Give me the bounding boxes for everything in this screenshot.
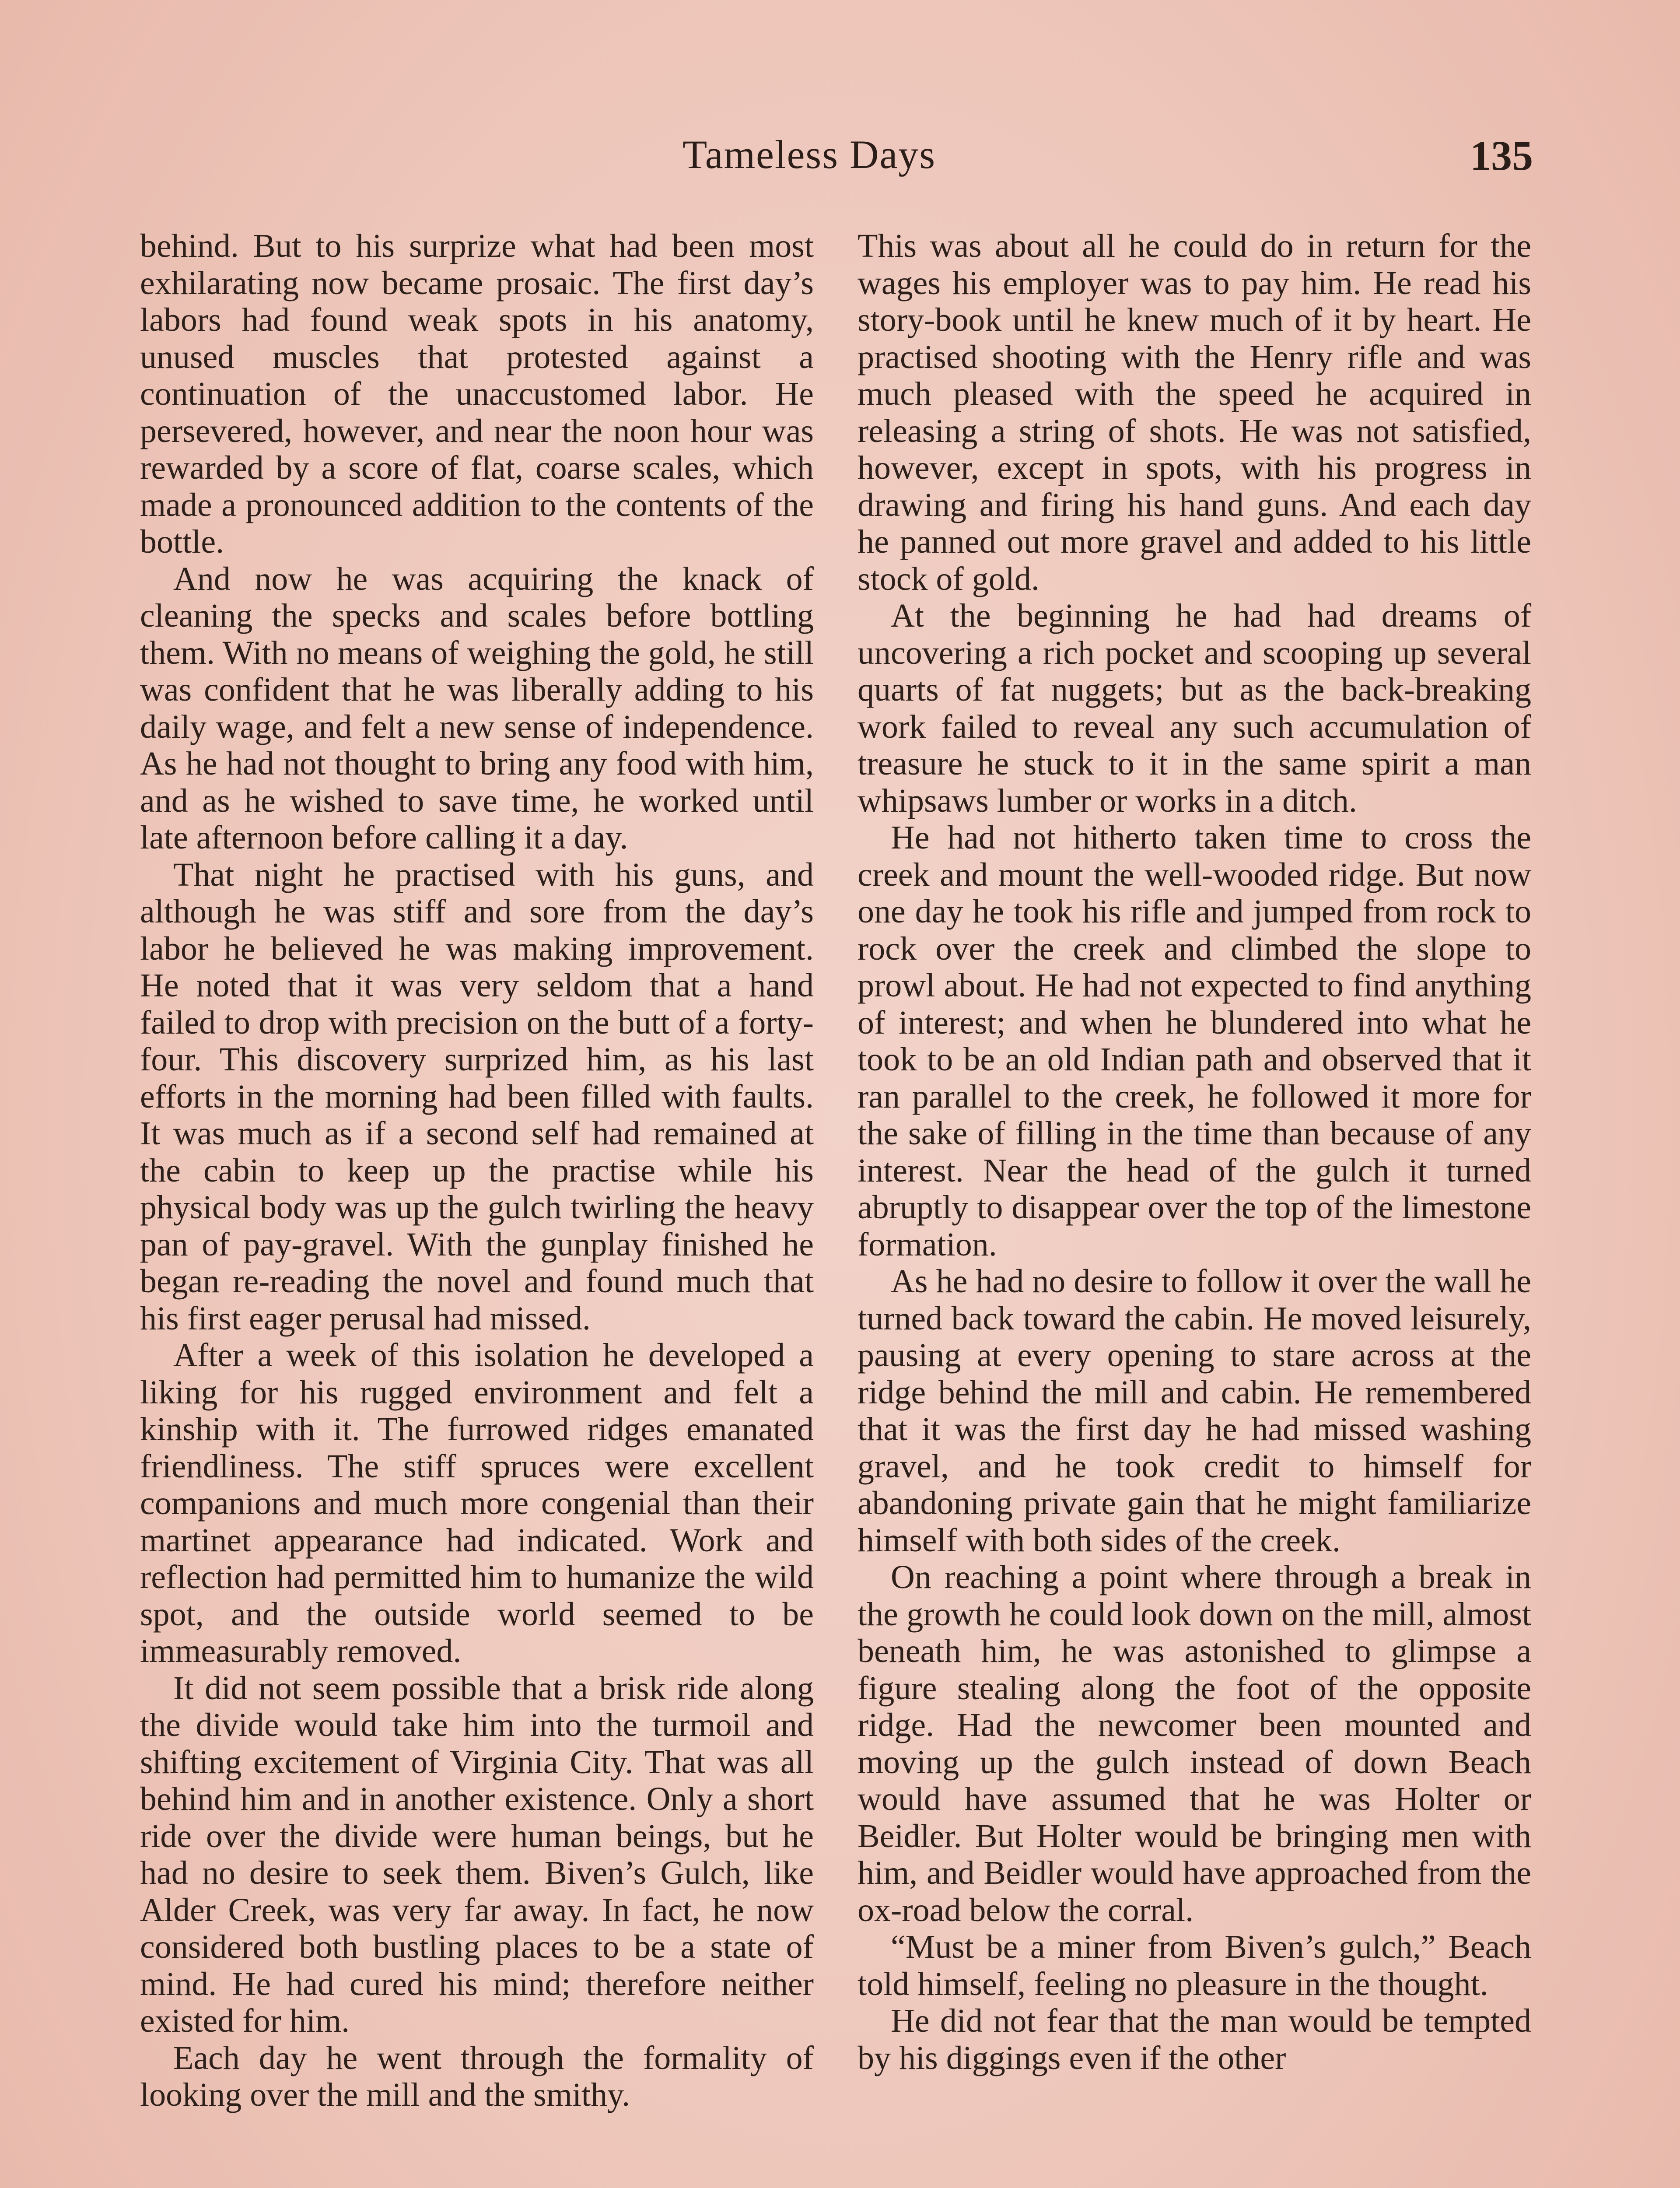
paragraph: He did not fear that the man would be tempted by his diggings even if the other	[858, 2002, 1531, 2076]
left-text-column	[140, 228, 814, 2114]
paragraph: At the beginning he had had dreams of uncovering a rich pocket and scooping up several quarts of fat nuggets; but as the back-breaking work failed to reveal any such accumulation of treasure he stuck to it in the same spirit a man whipsaws lumber or works in a ditch.	[858, 597, 1531, 819]
paragraph: After a week of this isolation he developed a liking for his rugged environment and felt a kinship with it. The furrowed ridges emanated friendliness. The stiff spruces were excellent companions and much more congenial than their martinet appearance had indicated. Work and reflection had permitted him to humanize the wild spot, and the outside world seemed to be immeasurably removed.	[140, 1337, 814, 1669]
paragraph: Each day he went through the formality of looking over the mill and the smithy.	[140, 2039, 814, 2113]
paragraph: He had not hitherto taken time to cross the creek and mount the well-wooded ridge. But now one day he took his rifle and jumped from rock to rock over the creek and climbed the slope to prowl about. He had not expected to find anything of interest; and when he blundered into what he took to be an old Indian path and observed that it ran parallel to the creek, he followed it more for the sake of filling in the time than because of any interest. Near the head of the gulch it turned abruptly to disappear over the top of the limestone formation.	[858, 819, 1531, 1263]
paragraph: behind. But to his surprize what had been most exhilarating now became prosaic. The first day’s labors had found weak spots in his anatomy, unused muscles that protested against a continuation of the unaccustomed labor. He persevered, however, and near the noon hour was rewarded by a score of flat, coarse scales, which made a pronounced addition to the contents of the bottle.	[140, 228, 814, 560]
paragraph: On reaching a point where through a break in the growth he could look down on the mill, almost beneath him, he was astonished to glimpse a figure stealing along the foot of the opposite ridge. Had the newcomer been mounted and moving up the gulch instead of down Beach would have assumed that he was Holter or Beidler. But Holter would be bringing men with him, and Beidler would have approached from the ox-road below the corral.	[858, 1559, 1531, 1929]
paragraph: This was about all he could do in return for the wages his employer was to pay him. He read his story-book until he knew much of it by heart. He practised shooting with the Henry rifle and was much pleased with the speed he acquired in releasing a string of shots. He was not satisfied, however, except in spots, with his progress in drawing and firing his hand guns. And each day he panned out more gravel and added to his little stock of gold.	[858, 228, 1531, 597]
running-title: Tameless Days	[682, 132, 936, 177]
paragraph: That night he practised with his guns, and although he was stiff and sore from the day’s labor he believed he was making improvement. He noted that it was very seldom that a hand failed to drop with precision on the butt of a forty-four. This discovery surprized him, as his last efforts in the morning had been filled with faults. It was much as if a second self had remained at the cabin to keep up the practise while his physical body was up the gulch twirling the heavy pan of pay-gravel. With the gunplay finished he began re-reading the novel and found much that his first eager perusal had missed.	[140, 856, 814, 1337]
paragraph: It did not seem possible that a brisk ride along the divide would take him into the turmoil and shifting excitement of Virginia City. That was all behind him and in another existence. Only a short ride over the divide were human beings, but he had no desire to seek them. Biven’s Gulch, like Alder Creek, was very far away. In fact, he now considered both bustling places to be a state of mind. He had cured his mind; therefore neither existed for him.	[140, 1669, 814, 2039]
page-number: 135	[1470, 132, 1533, 179]
paragraph: And now he was acquiring the knack of cleaning the specks and scales before bottling them. With no means of weighing the gold, he still was confident that he was liberally adding to his daily wage, and felt a new sense of independence. As he had not thought to bring any food with him, and as he wished to save time, he worked until late afternoon before calling it a day.	[140, 560, 814, 856]
paragraph: As he had no desire to follow it over the wall he turned back toward the cabin. He moved leisurely, pausing at every opening to stare across at the ridge behind the mill and cabin. He remembered that it was the first day he had missed washing gravel, and he took credit to himself for abandoning private gain that he might familiarize himself with both sides of the creek.	[858, 1263, 1531, 1559]
right-text-column	[858, 228, 1531, 2076]
paragraph: “Must be a miner from Biven’s gulch,” Beach told himself, feeling no pleasure in the thought.	[858, 1929, 1531, 2002]
